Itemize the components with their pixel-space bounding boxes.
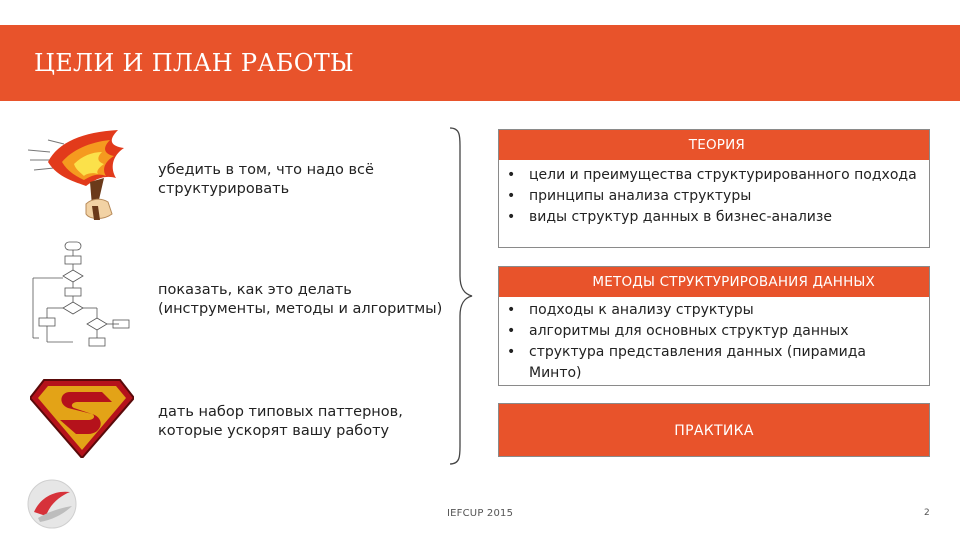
header-bar	[0, 25, 960, 101]
list-item: • цели и преимущества структурированного подхода	[529, 165, 921, 186]
list-item: • принципы анализа структуры	[529, 186, 921, 207]
superman-logo-icon	[30, 378, 134, 462]
methods-list	[499, 297, 929, 388]
torch-icon	[28, 122, 132, 226]
theory-list	[499, 160, 929, 232]
footer-label: IEFCUP 2015	[447, 508, 514, 519]
page-number: 2	[924, 508, 930, 518]
theory-panel	[498, 129, 930, 248]
list-item: • виды структур данных в бизнес-анализе	[529, 207, 921, 228]
brace-divider	[448, 126, 474, 470]
list-item: • структура представления данных (пирамида Минто)	[529, 342, 921, 384]
conference-logo-icon	[26, 478, 78, 534]
theory-panel-title: ТЕОРИЯ	[499, 130, 929, 160]
list-item: • алгоритмы для основных структур данных	[529, 321, 921, 342]
methods-panel	[498, 266, 930, 386]
page-title: ЦЕЛИ И ПЛАН РАБОТЫ	[34, 49, 354, 77]
goal-text-patterns: дать набор типовых паттернов, которые ускорят вашу работу	[158, 404, 403, 439]
goal-text-show-how: показать, как это делать (инструменты, методы и алгоритмы)	[158, 282, 443, 317]
practice-panel: ПРАКТИКА	[498, 403, 930, 457]
methods-panel-title: МЕТОДЫ СТРУКТУРИРОВАНИЯ ДАННЫХ	[499, 267, 929, 297]
list-item: • подходы к анализу структуры	[529, 300, 921, 321]
goal-text-convince: убедить в том, что надо всё структурировать	[158, 162, 374, 197]
flowchart-icon	[27, 238, 135, 354]
